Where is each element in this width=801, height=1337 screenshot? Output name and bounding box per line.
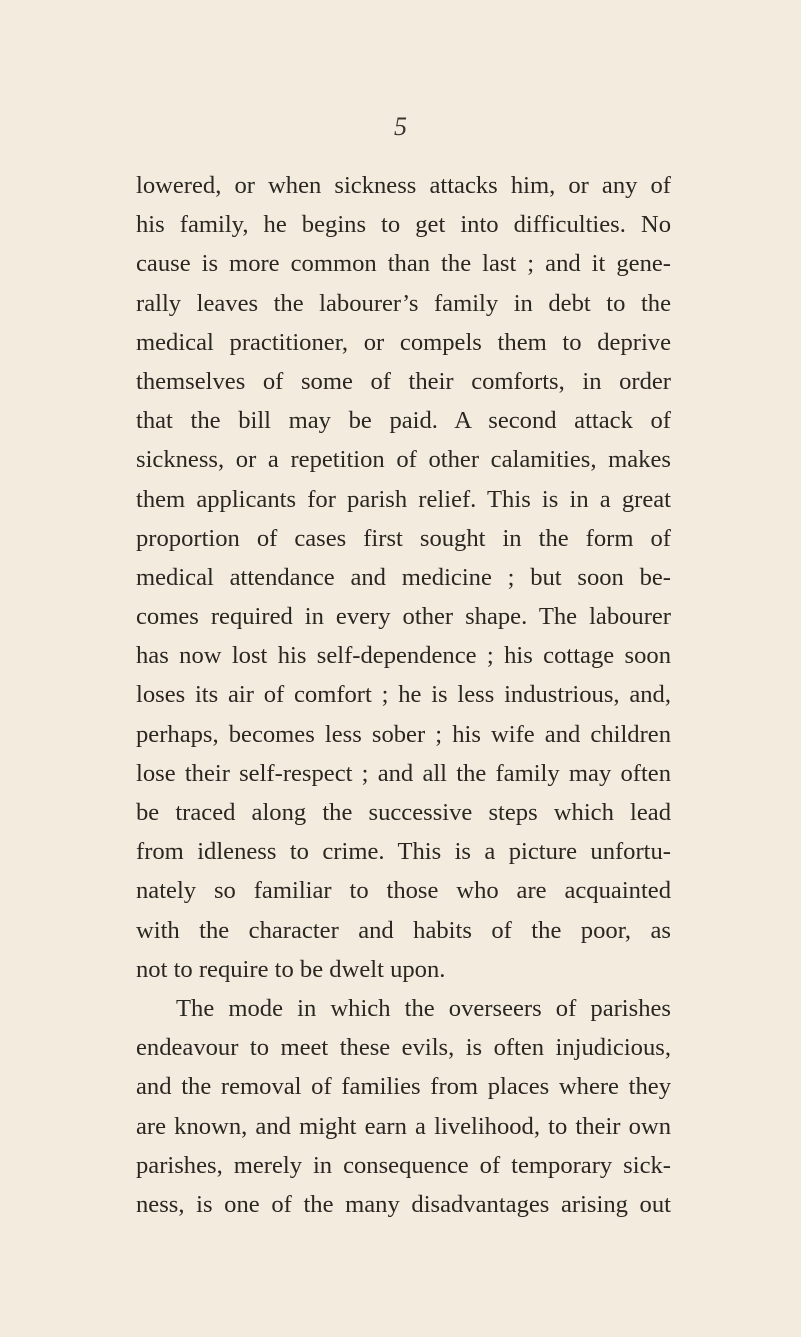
text-line: endeavour to meet these evils, is often injudicious, [136,1034,671,1062]
text-line: themselves of some of their comforts, in order [136,367,671,395]
text-line: nately so familiar to those who are acquainted [136,877,671,905]
text-line: not to require to be dwelt upon. [136,955,446,983]
body-text [136,166,671,1224]
text-line: lose their self-respect ; and all the family may often [136,759,671,787]
text-line: rally leaves the labourer’s family in debt to the [136,289,671,317]
text-line: perhaps, becomes less sober ; his wife and children [136,720,671,748]
text-line: has now lost his self-dependence ; his cottage soon [136,642,671,670]
text-line: his family, he begins to get into difficulties. No [136,211,671,239]
text-line: lowered, or when sickness attacks him, or any of [136,172,671,199]
text-line: medical practitioner, or compels them to deprive [136,328,671,356]
text-line: sickness, or a repetition of other calamities, makes [136,446,671,474]
text-line: medical attendance and medicine ; but soon be- [136,563,671,591]
text-line: be traced along the successive steps which lead [136,799,671,826]
text-line: ness, is one of the many disadvantages arising out [136,1190,671,1218]
paragraph-2 [136,989,671,1224]
text-line: that the bill may be paid. A second attack of [136,407,671,435]
page-number: 5 [394,112,407,141]
text-line: loses its air of comfort ; he is less industrious, and, [136,681,671,709]
text-line: from idleness to crime. This is a picture unfortu- [136,838,671,866]
text-line: cause is more common than the last ; and it gene- [136,250,671,278]
paragraph-1 [136,166,671,989]
text-line: and the removal of families from places where they [136,1073,671,1101]
text-line: comes required in every other shape. The labourer [136,603,671,631]
text-line: are known, and might earn a livelihood, to their own [136,1112,671,1140]
text-line: them applicants for parish relief. This is in a great [136,485,671,513]
text-line: The mode in which the overseers of parishes [176,994,671,1022]
text-line: parishes, merely in consequence of temporary sick- [136,1151,671,1179]
text-line: proportion of cases first sought in the form of [136,524,671,552]
text-line: with the character and habits of the poor, as [136,916,671,944]
